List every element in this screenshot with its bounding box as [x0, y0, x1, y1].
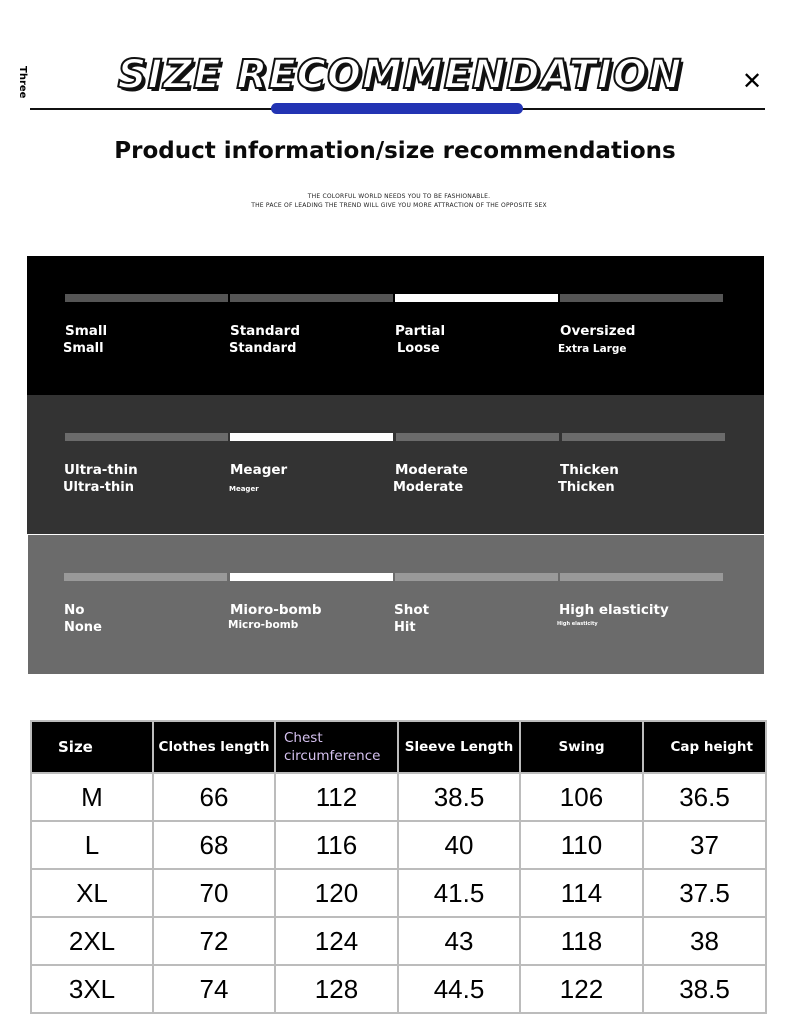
table-cell: 70: [153, 869, 275, 917]
table-cell: 110: [520, 821, 643, 869]
table-row: [31, 965, 766, 1013]
table-cell: 128: [275, 965, 398, 1013]
table-cell: 43: [398, 917, 520, 965]
table-cell: 118: [520, 917, 643, 965]
thickness-scale-segment: [230, 433, 393, 441]
elasticity-option-sub: High elasticity: [557, 621, 598, 627]
tagline-line-2: THE PACE OF LEADING THE TREND WILL GIVE YOU MORE ATTRACTION OF THE OPPOSITE SEX: [251, 202, 547, 209]
table-row: [31, 869, 766, 917]
table-row: [31, 821, 766, 869]
table-cell: 38.5: [643, 965, 766, 1013]
thickness-scale-segment: [396, 433, 559, 441]
thickness-scale-segment: [562, 433, 725, 441]
table-cell: XL: [31, 869, 153, 917]
thickness-option-label: Meager: [230, 462, 288, 478]
elasticity-option-sub: Hit: [394, 620, 416, 635]
fit-scale-segment: [395, 294, 558, 302]
elasticity-option-label: Shot: [394, 602, 430, 618]
thickness-option-sub: Ultra-thin: [63, 480, 134, 495]
fit-option-sub: Standard: [229, 341, 297, 356]
table-cell: 124: [275, 917, 398, 965]
table-cell: 120: [275, 869, 398, 917]
thickness-panel: [27, 395, 764, 534]
table-cell: 72: [153, 917, 275, 965]
column-header: Cap height: [643, 721, 766, 773]
thickness-option-label: Thicken: [560, 462, 619, 478]
fit-panel: [27, 256, 764, 395]
table-cell: 38.5: [398, 773, 520, 821]
table-cell: 41.5: [398, 869, 520, 917]
column-header: Chest circumference: [275, 721, 398, 773]
elasticity-option-label: No: [64, 602, 85, 618]
elasticity-option-label: High elasticity: [559, 602, 669, 618]
column-header: Size: [31, 721, 153, 773]
column-header: Sleeve Length: [398, 721, 520, 773]
table-cell: 116: [275, 821, 398, 869]
table-cell: 44.5: [398, 965, 520, 1013]
table-cell: M: [31, 773, 153, 821]
thickness-option-sub: Moderate: [393, 480, 464, 495]
elasticity-option-label: Mioro-bomb: [230, 602, 322, 618]
table-cell: 3XL: [31, 965, 153, 1013]
table-header-row: [31, 721, 766, 773]
table-row: [31, 773, 766, 821]
fit-scale-segment: [230, 294, 393, 302]
fit-option-label: Partial: [395, 323, 446, 339]
size-table: [30, 720, 767, 1014]
fit-option-label: Standard: [230, 323, 300, 339]
elasticity-scale-segment: [230, 573, 393, 581]
page-title: Product information/size recommendations: [114, 138, 676, 164]
fit-scale-segment: [560, 294, 723, 302]
table-cell: 37: [643, 821, 766, 869]
elasticity-scale-segment: [560, 573, 723, 581]
banner-title: SIZE RECOMMENDATION: [117, 52, 683, 98]
fit-option-sub: Extra Large: [558, 343, 627, 355]
elasticity-option-sub: None: [64, 620, 102, 635]
table-cell: 74: [153, 965, 275, 1013]
table-cell: L: [31, 821, 153, 869]
fit-option-label: Oversized: [560, 323, 636, 339]
table-cell: 114: [520, 869, 643, 917]
table-cell: 122: [520, 965, 643, 1013]
fit-option-label: Small: [65, 323, 108, 339]
table-cell: 106: [520, 773, 643, 821]
fit-option-sub: Small: [63, 341, 104, 356]
side-tag: Three: [17, 66, 28, 99]
column-header: Clothes length: [153, 721, 275, 773]
table-cell: 68: [153, 821, 275, 869]
table-cell: 37.5: [643, 869, 766, 917]
table-cell: 36.5: [643, 773, 766, 821]
thickness-option-label: Moderate: [395, 462, 468, 478]
close-icon[interactable]: ✕: [742, 67, 763, 95]
table-cell: 2XL: [31, 917, 153, 965]
fit-option-sub: Loose: [397, 341, 440, 356]
table-row: [31, 917, 766, 965]
thickness-option-label: Ultra-thin: [64, 462, 138, 478]
table-cell: 112: [275, 773, 398, 821]
thickness-option-sub: Meager: [229, 485, 259, 493]
elasticity-option-sub: Micro-bomb: [228, 619, 299, 631]
table-cell: 38: [643, 917, 766, 965]
elasticity-scale-segment: [395, 573, 558, 581]
thickness-scale-segment: [65, 433, 228, 441]
column-header: Swing: [520, 721, 643, 773]
table-cell: 66: [153, 773, 275, 821]
thickness-option-sub: Thicken: [558, 480, 615, 495]
elasticity-panel: [28, 535, 764, 674]
elasticity-scale-segment: [64, 573, 227, 581]
tagline-line-1: THE COLORFUL WORLD NEEDS YOU TO BE FASHIONABLE.: [307, 193, 491, 200]
title-accent-bar: [271, 103, 523, 114]
table-cell: 40: [398, 821, 520, 869]
fit-scale-segment: [65, 294, 228, 302]
